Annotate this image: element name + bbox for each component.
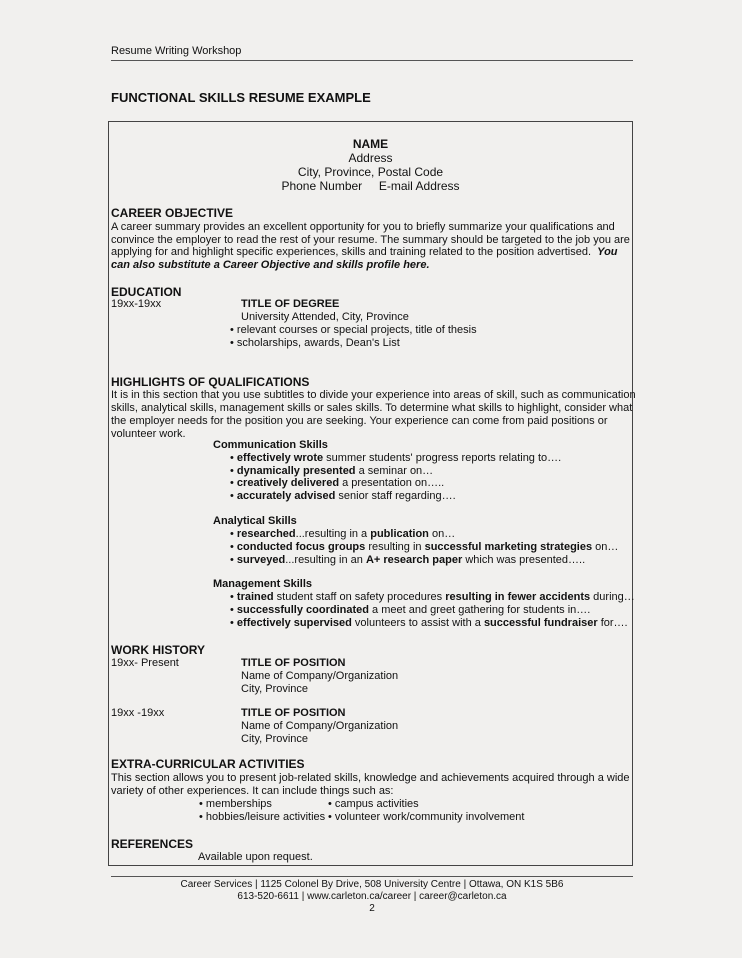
work-history-heading: WORK HISTORY [111, 643, 206, 657]
skill-item: • creatively delivered a presentation on….. [230, 477, 445, 489]
education-heading: EDUCATION [111, 285, 182, 299]
contact-name: NAME [352, 137, 389, 151]
education-university: University Attended, City, Province [241, 311, 409, 323]
footer-contact: 613-520-6611 | www.carleton.ca/career | career@carleton.ca [237, 891, 507, 902]
job-location: City, Province [241, 683, 309, 695]
contact-address: Address [348, 151, 393, 165]
document-title: FUNCTIONAL SKILLS RESUME EXAMPLE [111, 90, 371, 105]
job-years: 19xx -19xx [111, 707, 165, 719]
career-objective-emphasis: You [597, 246, 618, 258]
skill-item: • conducted focus groups resulting in successful marketing strategies on… [230, 541, 619, 553]
activity-item: • memberships [199, 798, 272, 810]
career-objective-line: convince the employer to read the rest of your resume. The summary should be targeted to the job you are [111, 234, 630, 246]
job-title: TITLE OF POSITION [241, 707, 346, 719]
career-objective-text: applying for and highlight specific experiences, skills and training related to the position advertised. [111, 246, 592, 258]
education-years: 19xx-19xx [111, 298, 162, 310]
skill-item: • researched...resulting in a publication on… [230, 528, 456, 540]
contact-city-line: City, Province, Postal Code [297, 165, 444, 179]
header-rule [111, 60, 633, 61]
job-company: Name of Company/Organization [241, 670, 399, 682]
education-bullet: • scholarships, awards, Dean's List [230, 337, 400, 349]
skill-item: • successfully coordinated a meet and greet gathering for students in…. [230, 604, 591, 616]
page-number: 2 [369, 903, 375, 914]
contact-phone-email [108, 179, 633, 193]
skill-item: • effectively supervised volunteers to assist with a successful fundraiser for…. [230, 617, 628, 629]
highlights-line: skills, analytical skills, management skills or sales skills. To determine what skills to highlight, consider what [111, 402, 633, 414]
skill-item: • effectively wrote summer students' progress reports relating to…. [230, 452, 562, 464]
contact-email: E-mail Address [378, 179, 460, 193]
job-location: City, Province [241, 733, 309, 745]
education-degree: TITLE OF DEGREE [241, 298, 340, 310]
references-text: Available upon request. [198, 851, 313, 863]
job-company: Name of Company/Organization [241, 720, 399, 732]
skill-item: • dynamically presented a seminar on… [230, 465, 434, 477]
extra-curricular-line: This section allows you to present job-related skills, knowledge and achievements acquired through a wide [111, 772, 630, 784]
career-objective-heading: CAREER OBJECTIVE [111, 206, 234, 220]
activity-item: • campus activities [328, 798, 419, 810]
communication-skills-title: Communication Skills [213, 439, 328, 451]
highlights-line: It is in this section that you use subtitles to divide your experience into areas of skill, such as communication [111, 389, 636, 401]
footer-rule [111, 876, 633, 877]
activity-item: • volunteer work/community involvement [328, 811, 525, 823]
skill-item: • trained student staff on safety procedures resulting in fewer accidents during… [230, 591, 635, 603]
skill-item: • accurately advised senior staff regarding…. [230, 490, 456, 502]
references-heading: REFERENCES [111, 837, 194, 851]
skill-item: • surveyed...resulting in an A+ research paper which was presented….. [230, 554, 586, 566]
header-title: Resume Writing Workshop [111, 45, 242, 57]
management-skills-title: Management Skills [213, 578, 313, 590]
job-title: TITLE OF POSITION [241, 657, 346, 669]
analytical-skills-title: Analytical Skills [213, 515, 297, 527]
extra-curricular-heading: EXTRA-CURRICULAR ACTIVITIES [111, 757, 305, 771]
highlights-line: volunteer work. [111, 428, 186, 440]
education-bullet: • relevant courses or special projects, title of thesis [230, 324, 477, 336]
extra-curricular-line: variety of other experiences. It can include things such as: [111, 785, 394, 797]
highlights-heading: HIGHLIGHTS OF QUALIFICATIONS [111, 375, 310, 389]
activity-item: • hobbies/leisure activities [199, 811, 326, 823]
career-objective-line [111, 246, 618, 258]
highlights-line: the employer needs for the position you are seeking. Your experience can come from paid positions or [111, 415, 608, 427]
footer-address: Career Services | 1125 Colonel By Drive, 508 University Centre | Ottawa, ON K1S 5B6 [180, 879, 564, 890]
contact-phone: Phone Number [281, 179, 363, 193]
career-objective-line: can also substitute a Career Objective and skills profile here. [111, 259, 430, 271]
job-years: 19xx- Present [111, 657, 179, 669]
career-objective-line: A career summary provides an excellent opportunity for you to briefly summarize your qualifications and [111, 221, 615, 233]
